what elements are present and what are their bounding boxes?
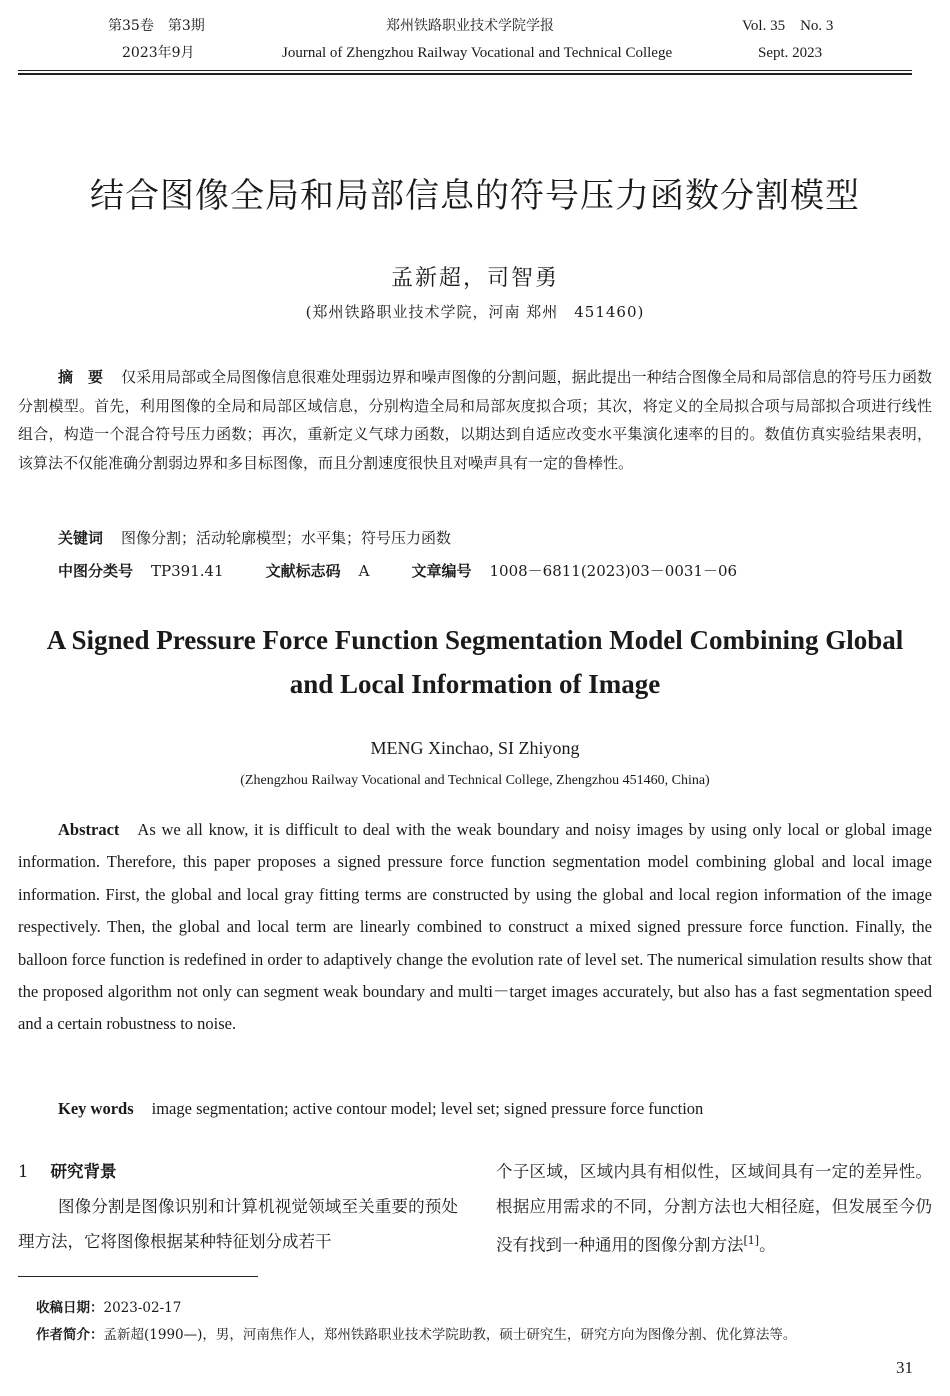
author-bio-text: 孟新超(1990—)，男，河南焦作人，郑州铁路职业技术学院助教，硕士研究生，研究方向为图像分割、优化算法等。: [103, 1327, 797, 1343]
volume-issue-cn: 第35卷 第3期: [108, 18, 205, 34]
paper-title-en: [0, 618, 950, 706]
paper-title-en-line2: and Local Information of Image: [289, 669, 661, 699]
section-1-right-text: [496, 1155, 932, 1263]
affiliation-cn: (郑州铁路职业技术学院，河南 郑州 451460): [305, 303, 645, 321]
page-number: 31: [896, 1358, 913, 1377]
section-1-title: 研究背景: [50, 1162, 117, 1181]
keywords-en: [18, 1093, 932, 1125]
section-1-left-text: 图像分割是图像识别和计算机视觉领域至关重要的预处理方法，它将图像根据某种特征划分成若干: [18, 1197, 458, 1251]
keywords-cn-text: 图像分割；活动轮廓模型；水平集；符号压力函数: [121, 529, 452, 547]
keywords-cn-label: 关键词: [58, 529, 104, 547]
doc-code-label: 文献标志码: [265, 562, 341, 580]
paper-title-en-line1: A Signed Pressure Force Function Segmentation Model Combining Global: [46, 625, 904, 655]
abstract-en: [18, 814, 932, 1041]
authors-cn: 孟新超，司智勇: [390, 266, 559, 291]
abstract-en-label: Abstract: [58, 820, 120, 839]
article-no-value: 1008－6811(2023)03－0031－06: [489, 562, 738, 580]
journal-name-cn: 郑州铁路职业技术学院学报: [386, 18, 554, 34]
section-1-heading: [18, 1155, 458, 1190]
abstract-en-text: As we all know, it is difficult to deal with the weak boundary and noisy images by using only local or global image information. Therefore, this paper proposes a signed pressure force function segmentation model combining global and local image information. First, the global and local gray fitting terms are constructed by using the global and local region information of the image respectively. Then, the global and local term are linearly combined to construct a mixed signed pressure force function. Finally, the balloon force function is redefined in order to adaptively change the evolution rate of level set. The numerical simulation results show that the proposed algorithm not only can segment weak boundary and multi－target images accurately, but also has a fast segmentation speed and a certain robustness to noise.: [18, 820, 932, 1034]
abstract-cn: [18, 363, 932, 477]
doc-code-value: A: [358, 562, 370, 580]
keywords-cn: [18, 524, 932, 553]
authors-en: MENG Xinchao, SI Zhiyong: [370, 738, 580, 758]
abstract-cn-label: 摘 要: [58, 368, 104, 386]
section-1-right-body: 个子区域，区域内具有相似性，区域间具有一定的差异性。根据应用需求的不同，分割方法也大相径庭，但发展至今仍没有找到一种通用的图像分割方法: [496, 1162, 932, 1255]
affiliation-en: (Zhengzhou Railway Vocational and Technical College, Zhengzhou 451460, China): [240, 773, 710, 788]
author-bio-label: 作者简介：: [36, 1327, 104, 1343]
paper-title-cn: 结合图像全局和局部信息的符号压力函数分割模型: [90, 176, 860, 216]
date-en: Sept. 2023: [758, 45, 823, 61]
abstract-cn-text: 仅采用局部或全局图像信息很难处理弱边界和噪声图像的分割问题，据此提出一种结合图像全局和局部信息的符号压力函数分割模型。首先，利用图像的全局和局部区域信息，分别构造全局和局部灰度拟合项；其次，将定义的全局拟合项与局部拟合项进行线性组合，构造一个混合符号压力函数；再次，重新定义气球力函数，以期达到自适应改变水平集演化速率的目的。数值仿真实验结果表明，该算法不仅能准确分割弱边界和多目标图像，而且分割速度很快且对噪声具有一定的鲁棒性。: [18, 368, 932, 472]
footnote-rule: [18, 1276, 258, 1277]
header-rule: [18, 70, 912, 71]
clc-label: 中图分类号: [58, 562, 134, 580]
clc-value: TP391.41: [151, 562, 224, 580]
section-1-number: 1: [18, 1162, 29, 1181]
header-rule-thick: [18, 73, 912, 75]
section-1-right-end: 。: [759, 1235, 776, 1255]
journal-name-en: Journal of Zhengzhou Railway Vocational and Technical College: [282, 45, 673, 61]
citation-ref: [1]: [743, 1234, 760, 1247]
received-label: 收稿日期：: [36, 1300, 104, 1316]
volume-issue-en: Vol. 35 No. 3: [742, 18, 834, 34]
footnote-author: [36, 1323, 932, 1343]
footnote-received: [36, 1296, 181, 1316]
keywords-en-label: Key words: [58, 1099, 134, 1118]
classification-line: [18, 557, 932, 586]
received-date: 2023-02-17: [103, 1300, 182, 1316]
date-cn: 2023年9月: [122, 45, 195, 61]
keywords-en-text: image segmentation; active contour model; level set; signed pressure force function: [151, 1099, 704, 1118]
article-no-label: 文章编号: [411, 562, 472, 580]
